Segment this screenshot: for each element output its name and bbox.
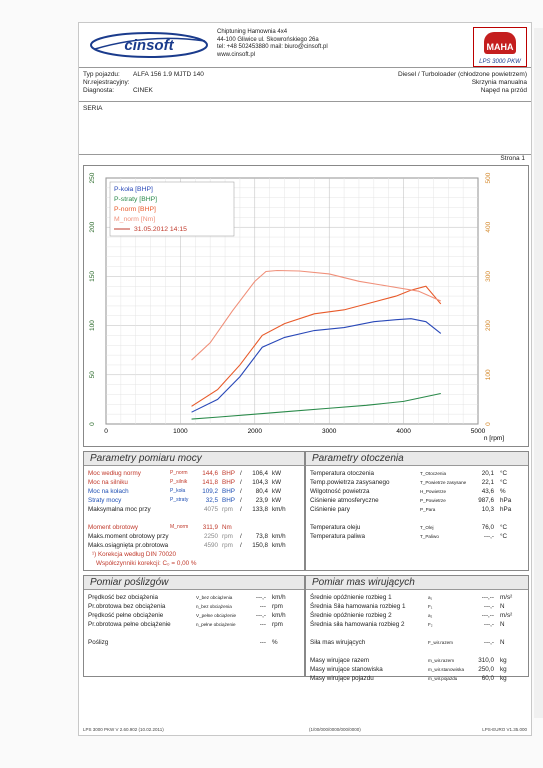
speed-value: 150,8 (252, 542, 268, 549)
param-value: 133,8 (252, 506, 268, 513)
table-row (88, 593, 300, 602)
param-symbol: P_silnik (170, 479, 188, 485)
env-value: 43,6 (481, 488, 494, 495)
y-left-tick-label: 50 (89, 371, 96, 379)
background-page-left (6, 28, 74, 718)
table-row (88, 629, 300, 638)
slip-value: --- (259, 603, 266, 610)
legend-item: P-koła [BHP] (114, 186, 153, 193)
param-unit: kW (272, 479, 282, 486)
table-row (310, 505, 524, 514)
env-value: 22,1 (481, 479, 494, 486)
env-unit: °C (500, 533, 508, 540)
param-label: Straty mocy (88, 497, 122, 504)
mass-value: 310,0 (478, 657, 494, 664)
table-row (310, 656, 524, 665)
param-value: 109,2 (202, 488, 218, 495)
cinsoft-logo (89, 31, 209, 59)
y-right-tick-label: 200 (485, 320, 492, 332)
background-page-right (534, 28, 543, 718)
table-row (88, 478, 300, 487)
slip-symbol: V_bez obciążenia (196, 595, 233, 600)
x-tick-label: 4000 (396, 428, 411, 435)
separator: / (240, 488, 242, 495)
rpm-unit: rpm (222, 533, 233, 540)
company-line: Chiptuning Hamownia 4x4 (217, 29, 288, 35)
mass-label: Masy wirujące stanowiska (310, 666, 383, 673)
env-symbol: T_Paliwo (420, 534, 439, 539)
env-symbol: H_Powietrze (420, 489, 447, 494)
y-right-tick-label: 300 (485, 270, 492, 282)
speed-unit: km/h (272, 542, 286, 549)
footer-left: LPS 3000 PKW V 2.60.902 (10.02.2011) (83, 727, 164, 732)
param-symbol: P_straty (170, 497, 189, 503)
measure-panel (83, 451, 305, 571)
table-row (88, 496, 300, 505)
y-left-tick-label: 200 (89, 221, 96, 233)
reg-label: Nr.rejestracyjny: (83, 79, 130, 86)
param-label: Moc na silniku (88, 479, 128, 486)
max-torque-label: Maks.moment obrotowy przy (88, 533, 169, 540)
mass-panel (305, 575, 529, 682)
speed-value: 73,8 (255, 533, 268, 540)
table-row (88, 523, 300, 532)
mass-label: Średnia Siła hamowania rozbieg 1 (310, 603, 406, 610)
mass-unit: kg (500, 657, 507, 664)
param-value: 23,9 (255, 497, 268, 504)
table-row (310, 478, 524, 487)
mass-symbol: F₂ (428, 622, 433, 627)
y-right-tick-label: 500 (485, 172, 492, 184)
y-left-tick-label: 100 (89, 320, 96, 332)
table-row (88, 602, 300, 611)
mass-value: ---,-- (481, 612, 494, 619)
env-title: Parametry otoczenia (306, 452, 528, 466)
param-label: Moc według normy (88, 470, 141, 477)
env-symbol: P_Powietrze (420, 498, 446, 503)
rpm-value: 2250 (203, 533, 218, 540)
env-label: Temp.powietrza zasysanego (310, 479, 390, 486)
param-unit: BHP (222, 479, 235, 486)
table-row (310, 665, 524, 674)
param-label: Maksymalna moc przy (88, 506, 151, 513)
mass-value: ---,- (483, 639, 494, 646)
table-row (88, 532, 300, 541)
correction-factor: Współczynniki korekcji: C₀ = 0,00 % (96, 560, 197, 567)
table-row (88, 469, 300, 478)
gearbox-type: Skrzynia manualna (471, 79, 527, 86)
mass-unit: kg (500, 666, 507, 673)
mass-unit: N (500, 621, 505, 628)
torque-value: 311,9 (202, 524, 218, 531)
mass-label: Masy wirujące pojazdu (310, 675, 374, 682)
x-tick-label: 3000 (321, 428, 337, 435)
mass-symbol: F_wir.razem (428, 640, 454, 645)
param-value: 32,5 (205, 497, 218, 504)
y-right-tick-label: 0 (485, 422, 492, 426)
env-unit: % (500, 488, 506, 495)
env-value: 987,6 (478, 497, 494, 504)
type-value: ALFA 156 1.9 MJTD 140 (133, 71, 204, 78)
param-unit: BHP (222, 488, 235, 495)
x-tick-label: 5000 (470, 428, 486, 435)
table-row (88, 559, 300, 568)
separator: / (240, 470, 242, 477)
slip-unit: rpm (272, 603, 283, 610)
x-axis-label: n [rpm] (483, 435, 505, 442)
table-row (88, 638, 300, 647)
mass-symbol: a₁ (428, 595, 433, 600)
env-value: 10,3 (481, 506, 494, 513)
mass-value: ---,-- (481, 594, 494, 601)
svg-text:cinsoft: cinsoft (124, 37, 174, 54)
y-right-tick-label: 100 (485, 369, 492, 381)
mass-unit: kg (500, 675, 507, 682)
legend-item: P-norm [BHP] (114, 206, 156, 213)
diag-value: CINEK (133, 87, 153, 94)
table-row (310, 487, 524, 496)
mass-symbol: m_wir.pojazdu (428, 676, 458, 681)
table-row (88, 505, 300, 514)
slip-value: ---,- (255, 594, 266, 601)
table-row (310, 611, 524, 620)
separator: / (240, 533, 242, 540)
table-row (310, 514, 524, 523)
mass-unit: N (500, 639, 505, 646)
table-row (88, 611, 300, 620)
param-value: 144,6 (202, 470, 218, 477)
x-tick-label: 1000 (173, 428, 188, 435)
type-label: Typ pojazdu: (83, 71, 120, 78)
slip-unit: km/h (272, 594, 286, 601)
correction-note: ¹) Korekcja według DIN 70020 (92, 551, 176, 558)
rpm-unit: rpm (222, 542, 233, 549)
table-row (310, 469, 524, 478)
table-row (88, 514, 300, 523)
slip-label: Prędkość bez obciążenia (88, 594, 159, 601)
param-unit: rpm (222, 506, 233, 513)
param-value: 106,4 (252, 470, 268, 477)
y-left-tick-label: 0 (89, 422, 96, 426)
slip-unit: rpm (272, 621, 283, 628)
table-row (310, 620, 524, 629)
slip-label: Pr.obrotowa pełne obciążenie (88, 621, 171, 628)
mass-value: 60,0 (481, 675, 494, 682)
env-label: Ciśnienie pary (310, 506, 350, 513)
rpm-value: 4590 (203, 542, 218, 549)
env-label: Temperatura otoczenia (310, 470, 375, 477)
param-value: 104,3 (252, 479, 268, 486)
legend-item: M_norm [Nm] (114, 216, 156, 223)
page-number: Strona 1 (500, 155, 525, 162)
slip-panel (83, 575, 305, 677)
slip-value: ---,- (255, 612, 266, 619)
y-right-tick-label: 400 (485, 221, 492, 233)
maha-logo (473, 27, 527, 67)
slip-symbol: n_bez obciążenia (196, 604, 232, 609)
torque-symbol: M_norm (170, 524, 189, 530)
drive-type: Napęd na przód (480, 87, 527, 94)
seria-label: SERIA (83, 105, 103, 112)
env-value: 76,0 (481, 524, 494, 531)
table-row (310, 638, 524, 647)
param-unit: kW (272, 497, 282, 504)
param-unit: kW (272, 470, 282, 477)
measure-title: Parametry pomiaru mocy (84, 452, 304, 466)
table-row (310, 647, 524, 656)
footer-mid: (1/00/000/0000/000/0000) (309, 727, 361, 732)
separator: / (240, 542, 242, 549)
maha-sub: LPS 3000 PKW (479, 59, 521, 65)
env-label: Wilgotność powietrza (310, 488, 370, 495)
param-unit: km/h (272, 506, 286, 513)
legend-item: P-straty [BHP] (114, 196, 158, 203)
vehicle-info (79, 69, 531, 99)
param-unit: kW (272, 488, 282, 495)
mass-value: ---,- (483, 603, 494, 610)
table-row (310, 674, 524, 683)
table-row (310, 593, 524, 602)
param-label: Moc na kołach (88, 488, 129, 495)
company-address (217, 29, 328, 59)
speed-unit: km/h (272, 533, 286, 540)
table-row (88, 541, 300, 550)
company-line: 44-100 Gliwice ul. Skowrońskiego 26a (217, 36, 319, 43)
mass-symbol: F₁ (428, 604, 433, 609)
mass-value: ---,- (483, 621, 494, 628)
max-speed-label: Maks.osiągnięta pr.obrotowa (88, 542, 169, 549)
env-unit: hPa (500, 506, 512, 513)
mass-unit: m/s² (500, 612, 513, 619)
mass-symbol: m_wir.razem (428, 658, 455, 663)
param-unit: BHP (222, 497, 235, 504)
power-chart (83, 165, 529, 447)
company-line: tel: +48 502453880 mail: biuro@cinsoft.pl (217, 44, 328, 50)
env-value: ---,- (483, 533, 494, 540)
slip-unit: % (272, 639, 278, 646)
engine-type: Diesel / Turboloader (chłodzone powietrzem) (398, 71, 527, 78)
slip-label: Prędkość pełne obciążenie (88, 612, 164, 619)
mass-label: Średnie opóźnienie rozbieg 1 (310, 594, 392, 601)
separator: / (240, 479, 242, 486)
dyno-report-sheet (78, 22, 532, 736)
table-row (88, 487, 300, 496)
x-tick-label: 2000 (247, 428, 263, 435)
slip-value: --- (259, 621, 266, 628)
slip-label: Pr.obrotowa bez obciążenia (88, 603, 166, 610)
param-value: 4075 (203, 506, 218, 513)
mass-value: 250,0 (478, 666, 494, 673)
y-left-tick-label: 150 (89, 270, 96, 282)
env-symbol: T_Powietrze zasysane (420, 480, 467, 485)
param-value: 80,4 (255, 488, 268, 495)
mass-label: Średnia siła hamowania rozbieg 2 (310, 621, 405, 628)
separator: / (240, 506, 242, 513)
slip-symbol: n_pełne obciążenie (196, 622, 236, 627)
mass-label: Średnie opóźnienie rozbieg 2 (310, 612, 392, 619)
slip-label: Poślizg (88, 639, 109, 646)
y-left-tick-label: 250 (89, 172, 96, 184)
table-row (88, 550, 300, 559)
table-row (310, 532, 524, 541)
env-panel (305, 451, 529, 571)
report-header (79, 23, 531, 68)
env-unit: °C (500, 470, 508, 477)
mass-symbol: a₂ (428, 613, 433, 618)
param-value: 141,8 (202, 479, 218, 486)
env-symbol: T_Otoczenia (420, 471, 447, 476)
table-row (88, 620, 300, 629)
torque-label: Moment obrotowy (88, 524, 139, 531)
env-label: Temperatura paliwa (310, 533, 365, 540)
mass-unit: N (500, 603, 505, 610)
mass-label: Masy wirujące razem (310, 657, 370, 664)
x-tick-label: 0 (104, 428, 108, 435)
env-unit: °C (500, 479, 508, 486)
table-row (310, 602, 524, 611)
slip-value: --- (259, 639, 266, 646)
env-unit: hPa (500, 497, 512, 504)
table-row (310, 629, 524, 638)
env-label: Ciśnienie atmosferyczne (310, 497, 379, 504)
separator: / (240, 497, 242, 504)
mass-unit: m/s² (500, 594, 513, 601)
legend-item: 31.05.2012 14:15 (134, 226, 187, 233)
mass-title: Pomiar mas wirujących (306, 576, 528, 590)
mass-label: Siła mas wirujących (310, 639, 366, 646)
param-unit: BHP (222, 470, 235, 477)
maha-mark: MAHA (484, 32, 516, 54)
mass-symbol: m_wir.stanowiska (428, 667, 464, 672)
env-symbol: P_Para (420, 507, 436, 512)
footer-right: LPS-EURO V1.35.000 (482, 727, 527, 732)
table-row (310, 496, 524, 505)
param-symbol: P_koła (170, 488, 186, 494)
slip-symbol: V_pełne obciążenie (196, 613, 237, 618)
env-symbol: T_Olej (420, 525, 434, 530)
torque-unit: Nm (222, 524, 232, 531)
env-unit: °C (500, 524, 508, 531)
slip-unit: km/h (272, 612, 286, 619)
seria-section (79, 101, 531, 155)
param-symbol: P_norm (170, 470, 188, 476)
table-row (310, 523, 524, 532)
power-chart-svg (84, 166, 528, 446)
slip-title: Pomiar poślizgów (84, 576, 304, 590)
env-value: 20,1 (481, 470, 494, 477)
company-line: www.cinsoft.pl (217, 51, 256, 58)
env-label: Temperatura oleju (310, 524, 361, 531)
diag-label: Diagnosta: (83, 87, 115, 94)
